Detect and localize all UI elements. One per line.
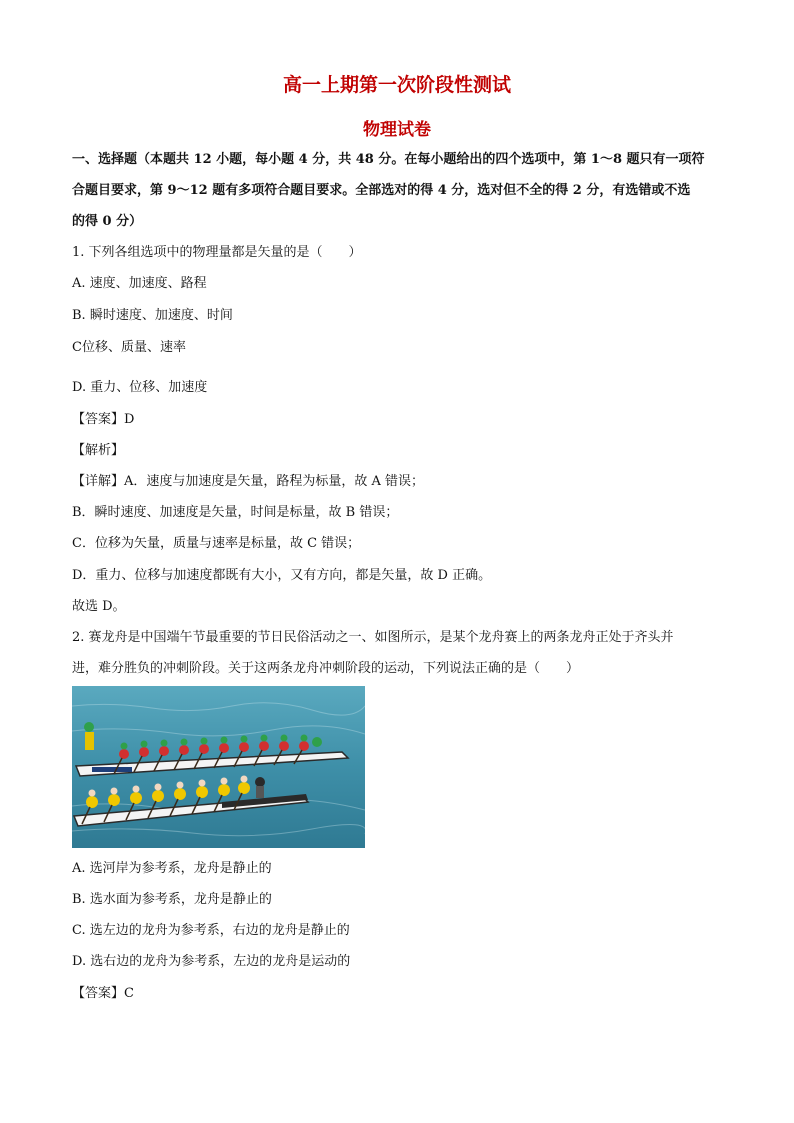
question-1-answer: 【答案】D bbox=[72, 412, 135, 427]
question-2-option-d: D. 选右边的龙舟为参考系，左边的龙舟是运动的 bbox=[72, 954, 351, 969]
question-2-answer: 【答案】C bbox=[72, 986, 134, 1001]
dragon-boat-photo bbox=[72, 686, 365, 848]
page-subtitle: 物理试卷 bbox=[363, 120, 431, 140]
question-1-analysis-label: 【解析】 bbox=[72, 443, 125, 458]
question-1-conclusion: 故选 D。 bbox=[72, 599, 126, 614]
question-1-detail-c: C．位移为矢量，质量与速率是标量，故 C 错误； bbox=[72, 536, 361, 551]
question-2-option-a: A. 选河岸为参考系，龙舟是静止的 bbox=[72, 861, 272, 876]
question-2-option-c: C. 选左边的龙舟为参考系，右边的龙舟是静止的 bbox=[72, 923, 350, 938]
upper-boat-hull-marking bbox=[92, 767, 132, 772]
question-1-detail-b: B．瞬时速度、加速度是矢量，时间是标量，故 B 错误； bbox=[72, 505, 399, 520]
question-1-option-b: B. 瞬时速度、加速度、时间 bbox=[72, 308, 233, 323]
question-1-option-c: C位移、质量、速率 bbox=[72, 340, 186, 355]
question-2-option-b: B. 选水面为参考系，龙舟是静止的 bbox=[72, 892, 272, 907]
section-instruction-line-3: 的得 0 分） bbox=[72, 214, 143, 229]
question-1-option-a: A. 速度、加速度、路程 bbox=[72, 276, 207, 291]
page-title: 高一上期第一次阶段性测试 bbox=[282, 74, 511, 96]
upper-boat-drummer bbox=[85, 732, 94, 750]
question-1-detail-a: 【详解】A．速度与加速度是矢量，路程为标量，故 A 错误； bbox=[72, 474, 425, 489]
section-instruction-line-1: 一、选择题（本题共 12 小题，每小题 4 分，共 48 分。在每小题给出的四个选项中，第 1～8 题只有一项符 bbox=[72, 152, 705, 167]
question-2-stem-line-2: 进，难分胜负的冲刺阶段。关于这两条龙舟冲刺阶段的运动，下列说法正确的是（ ） bbox=[72, 661, 580, 676]
question-1-option-d: D. 重力、位移、加速度 bbox=[72, 380, 208, 395]
section-instruction-line-2: 合题目要求，第 9～12 题有多项符合题目要求。全部选对的得 4 分，选对但不全的得 2 分，有选错或不选 bbox=[72, 183, 691, 198]
question-2-stem-line-1: 2. 赛龙舟是中国端午节最重要的节日民俗活动之一、如图所示，是某个龙舟赛上的两条龙舟正处于齐头并 bbox=[72, 630, 674, 645]
dragon-boat-illustration bbox=[72, 686, 365, 848]
question-1-detail-d: D．重力、位移与加速度都既有大小，又有方向，都是矢量，故 D 正确。 bbox=[72, 568, 492, 583]
question-1-stem: 1. 下列各组选项中的物理量都是矢量的是（ ） bbox=[72, 245, 362, 260]
